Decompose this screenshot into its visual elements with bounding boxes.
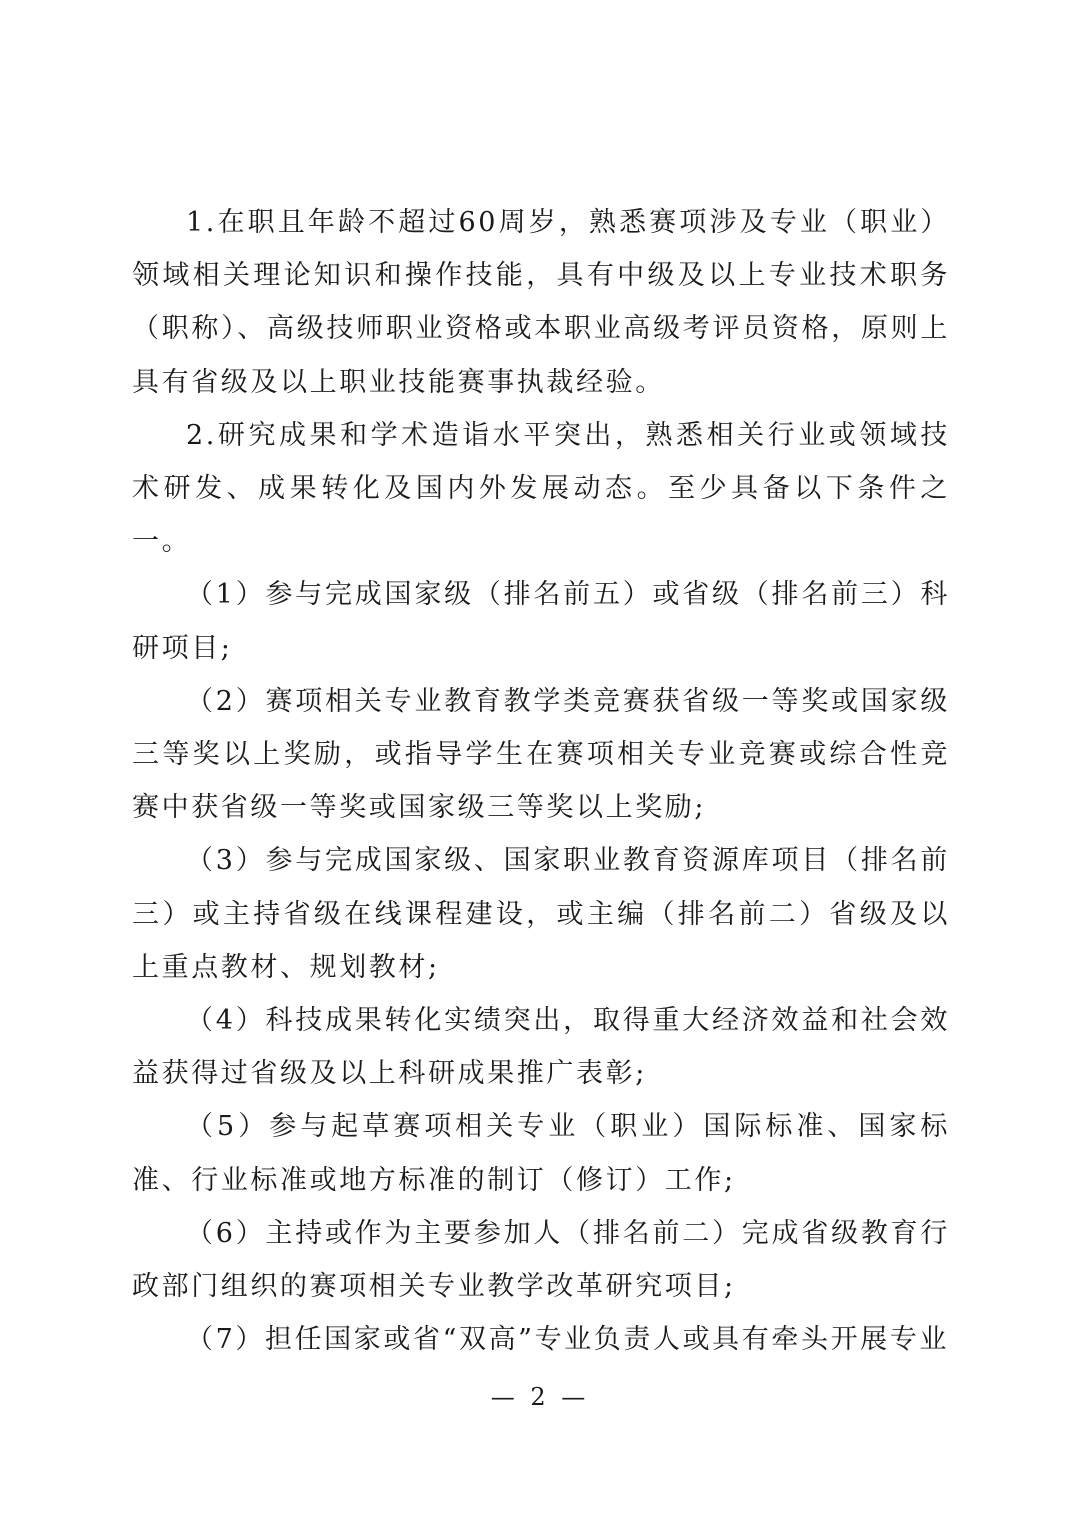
document-body — [132, 196, 950, 1366]
paragraph-condition-4: （4）科技成果转化实绩突出，取得重大经济效益和社会效益获得过省级及以上科研成果推广表彰; — [132, 1005, 950, 1090]
paragraph-condition-3: （3）参与完成国家级、国家职业教育资源库项目（排名前三）或主持省级在线课程建设，或主编（排名前二）省级及以上重点教材、规划教材; — [132, 845, 950, 983]
paragraph-condition-2: （2）赛项相关专业教育教学类竞赛获省级一等奖或国家级三等奖以上奖励，或指导学生在赛项相关专业竞赛或综合性竞赛中获省级一等奖或国家级三等奖以上奖励; — [132, 685, 950, 824]
page-number: — 2 — — [490, 1383, 590, 1411]
paragraph-condition-1: （1）参与完成国家级（排名前五）或省级（排名前三）科研项目; — [132, 579, 950, 664]
paragraph-requirement-1: 1.在职且年龄不超过60周岁，熟悉赛项涉及专业（职业）领域相关理论知识和操作技能，具有中级及以上专业技术职务（职称）、高级技师职业资格或本职业高级考评员资格，原则上具有省级及以上职业技能赛事执裁经验。 — [132, 207, 950, 398]
paragraph-condition-6: （6）主持或作为主要参加人（排名前二）完成省级教育行政部门组织的赛项相关专业教学改革研究项目; — [132, 1217, 950, 1303]
paragraph-requirement-2: 2.研究成果和学术造诣水平突出，熟悉相关行业或领域技术研发、成果转化及国内外发展动态。至少具备以下条件之一。 — [132, 419, 950, 558]
paragraph-condition-7: （7）担任国家或省“双高”专业负责人或具有牵头开展专业 — [186, 1324, 949, 1356]
paragraph-condition-5: （5）参与起草赛项相关专业（职业）国际标准、国家标准、行业标准或地方标准的制订（修订）工作; — [132, 1111, 950, 1196]
